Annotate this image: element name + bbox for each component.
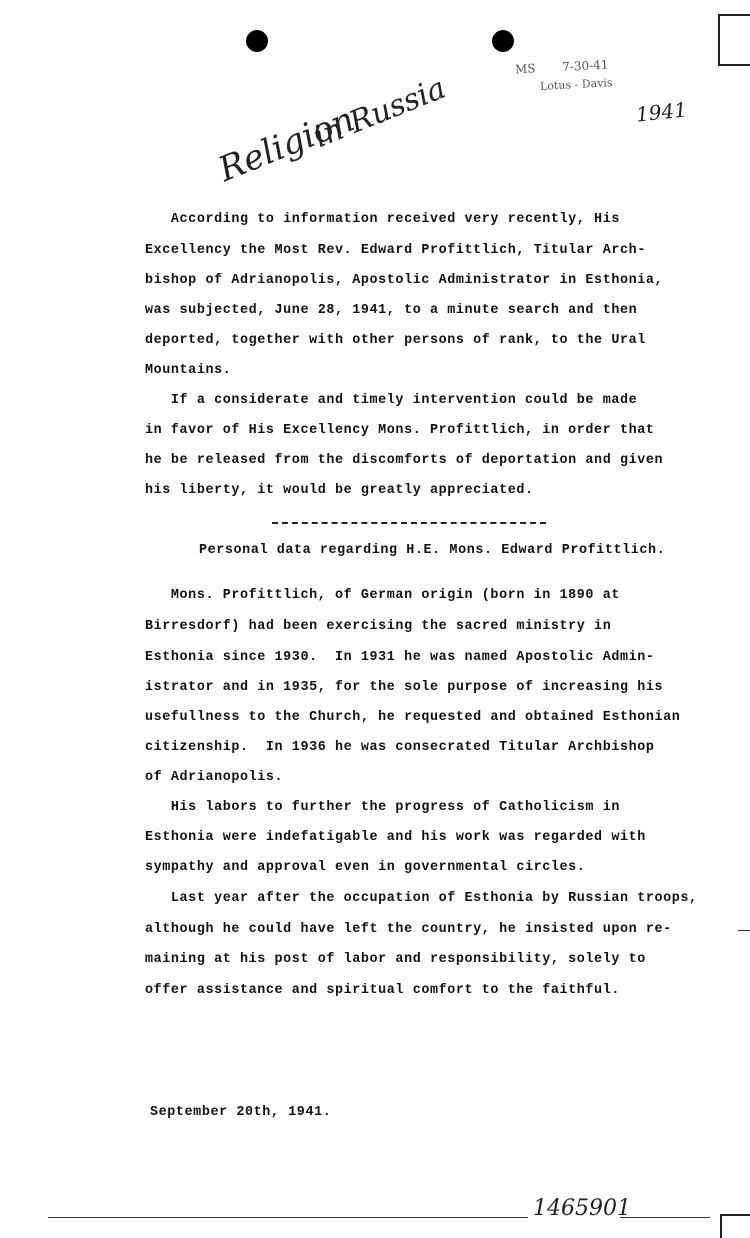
file-tab	[718, 14, 750, 66]
body-line: he be released from the discomforts of deportation and given	[145, 453, 664, 468]
bio-line: maining at his post of labor and responsibility, solely to	[145, 952, 646, 967]
bio-line: although he could have left the country, he insisted upon re-	[145, 922, 672, 937]
date-line: September 20th, 1941.	[150, 1105, 332, 1120]
year-annotation: 1941	[634, 97, 689, 127]
bio-line: Mons. Profittlich, of German origin (born in 1890 at	[145, 588, 620, 603]
bio-line: offer assistance and spiritual comfort to the faithful.	[145, 983, 620, 998]
bio-line: citizenship. In 1936 he was consecrated Titular Archbishop	[145, 740, 655, 755]
section-divider	[272, 522, 546, 524]
bio-line: sympathy and approval even in governmental circles.	[145, 860, 586, 875]
punch-hole-right	[492, 30, 514, 52]
bio-line: Birresdorf) had been exercising the sacred ministry in	[145, 619, 612, 634]
body-line: If a considerate and timely intervention could be made	[145, 393, 638, 408]
body-line: deported, together with other persons of rank, to the Ural	[145, 333, 646, 348]
body-line: Excellency the Most Rev. Edward Profittlich, Titular Arch-	[145, 243, 646, 258]
margin-mark	[738, 930, 750, 931]
bio-line: Esthonia were indefatigable and his work was regarded with	[145, 830, 646, 845]
archive-stamp-line2: Lotus - Davis	[539, 76, 613, 93]
archive-stamp-line1: MS 7-30-41	[514, 57, 609, 77]
body-line: According to information received very recently, His	[145, 212, 620, 227]
section-heading: Personal data regarding H.E. Mons. Edward Profittlich.	[199, 543, 666, 558]
footer-rule-right	[620, 1217, 710, 1218]
bio-line: His labors to further the progress of Catholicism in	[145, 800, 620, 815]
bio-line: Esthonia since 1930. In 1931 he was named Apostolic Admin-	[145, 650, 655, 665]
body-line: was subjected, June 28, 1941, to a minute search and then	[145, 303, 638, 318]
page-corner	[720, 1214, 750, 1238]
body-line: in favor of His Excellency Mons. Profittlich, in order that	[145, 423, 655, 438]
file-number: 1465901	[533, 1196, 631, 1221]
body-line: Mountains.	[145, 363, 232, 378]
handwritten-title-line1: Religion	[213, 99, 361, 190]
bio-line: istrator and in 1935, for the sole purpose of increasing his	[145, 680, 664, 695]
handwritten-title-line2: in Russia	[308, 70, 451, 155]
bio-line: Last year after the occupation of Esthonia by Russian troops,	[145, 891, 698, 906]
punch-hole-left	[246, 30, 268, 52]
body-line: bishop of Adrianopolis, Apostolic Administrator in Esthonia,	[145, 273, 664, 288]
body-line: his liberty, it would be greatly appreciated.	[145, 483, 534, 498]
bio-line: usefullness to the Church, he requested and obtained Esthonian	[145, 710, 681, 725]
footer-rule	[48, 1217, 528, 1218]
bio-line: of Adrianopolis.	[145, 770, 284, 785]
